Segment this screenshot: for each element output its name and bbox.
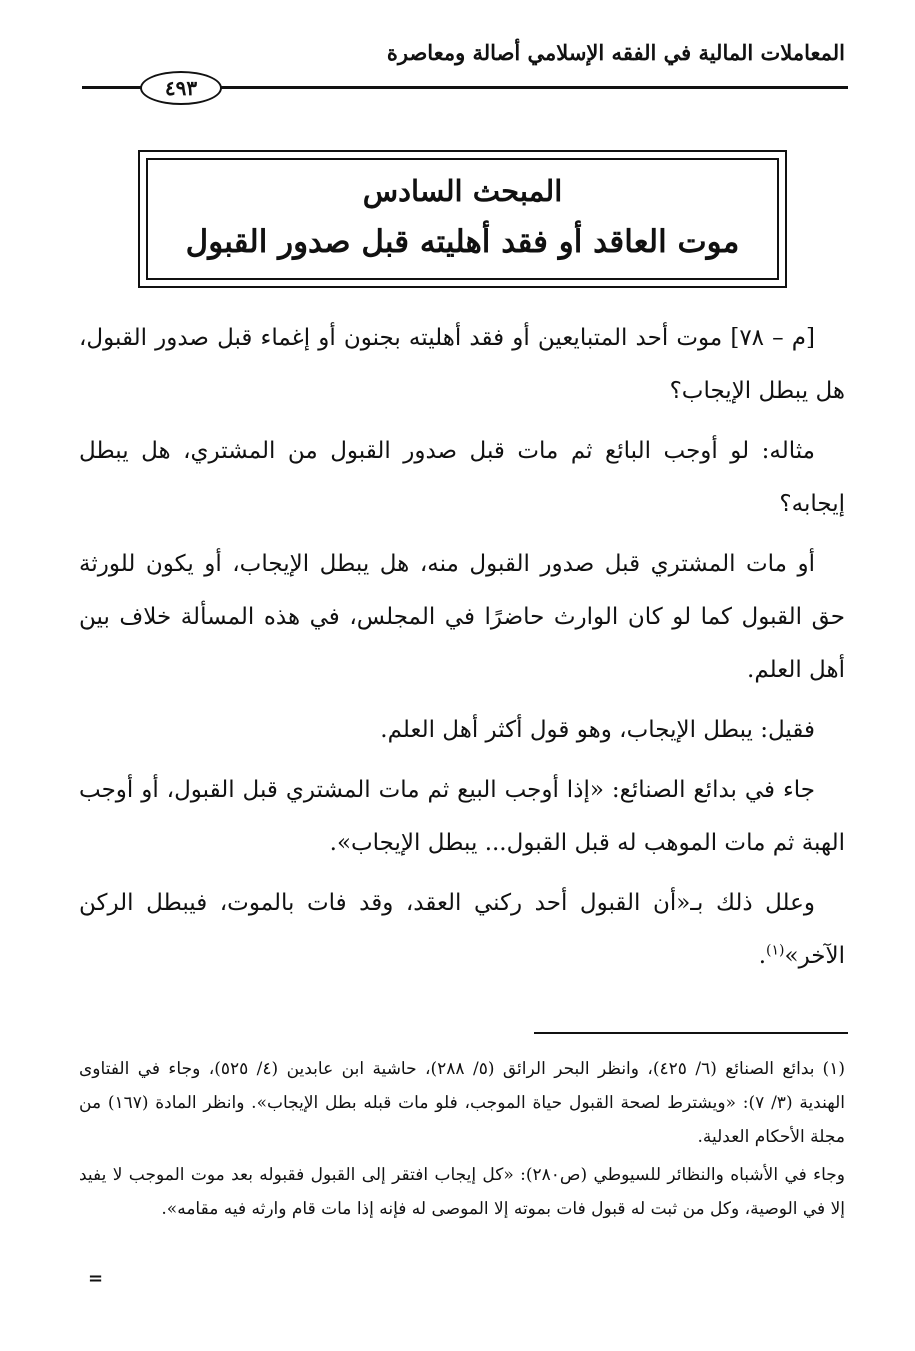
paragraph-example: مثاله: لو أوجب البائع ثم مات قبل صدور القبول من المشتري، هل يبطل إيجابه؟ — [79, 438, 845, 517]
paragraph-first-opinion: فقيل: يبطل الإيجاب، وهو قول أكثر أهل العلم. — [380, 717, 815, 743]
footnote-separator — [534, 1032, 848, 1034]
paragraph-quote-badai: جاء في بدائع الصنائع: «إذا أوجب البيع ثم مات المشتري قبل القبول، أو أوجب الهبة ثم مات الموهب له قبل القبول... يبطل الإيجاب». — [79, 777, 845, 856]
reasoning-text: وعلل ذلك بـ«أن القبول أحد ركني العقد، وقد فات بالموت، فيبطل الركن الآخر» — [79, 890, 845, 969]
section-title-inner-frame — [146, 158, 779, 280]
reasoning-end: . — [758, 943, 767, 969]
paragraph-question: [م – ٧٨] موت أحد المتبايعين أو فقد أهليته بجنون أو إغماء قبل صدور القبول، هل يبطل الإيجاب؟ — [79, 325, 845, 404]
footnote-continuation-mark: = — [88, 1268, 104, 1289]
footnotes — [79, 1052, 845, 1230]
running-header-title: المعاملات المالية في الفقه الإسلامي أصالة ومعاصرة — [386, 40, 845, 65]
body-text — [79, 312, 845, 990]
paragraph-case: أو مات المشتري قبل صدور القبول منه، هل يبطل الإيجاب، أو يكون للورثة حق القبول كما لو كان الوارث حاضرًا في المجلس، في هذه المسألة خلاف بين أهل العلم. — [79, 551, 845, 683]
footnote-1-continued: وجاء في الأشباه والنظائر للسيوطي (ص٢٨٠): «كل إيجاب افتقر إلى القبول فقبوله بعد موت الموجب لا يفيد إلا في الوصية، وكل من ثبت له قبول فات بموته إلا الموصى له فإنه إذا مات قام وارثه فيه مقامه». — [79, 1165, 845, 1219]
section-subheading: موت العاقد أو فقد أهليته قبل صدور القبول — [185, 224, 740, 260]
footnote-reference: (١) — [766, 942, 785, 959]
footnote-number: (١) — [822, 1059, 845, 1079]
section-title-box — [138, 150, 787, 288]
section-heading: المبحث السادس — [362, 174, 563, 208]
paragraph-reasoning — [79, 877, 845, 983]
footnote-1 — [79, 1052, 845, 1154]
footnote-1-text: بدائع الصنائع (٦/ ٤٢٥)، وانظر البحر الرائق (٥/ ٢٨٨)، حاشية ابن عابدين (٤/ ٥٢٥)، وجاء في الفتاوى الهندية (٣/ ٧): «ويشترط لصحة القبول حياة الموجب، فلو مات قبله بطل الإيجاب». وانظر المادة (١٦٧) من مجلة الأحكام العدلية. — [79, 1059, 845, 1147]
page-number: ٤٩٣ — [140, 71, 222, 105]
